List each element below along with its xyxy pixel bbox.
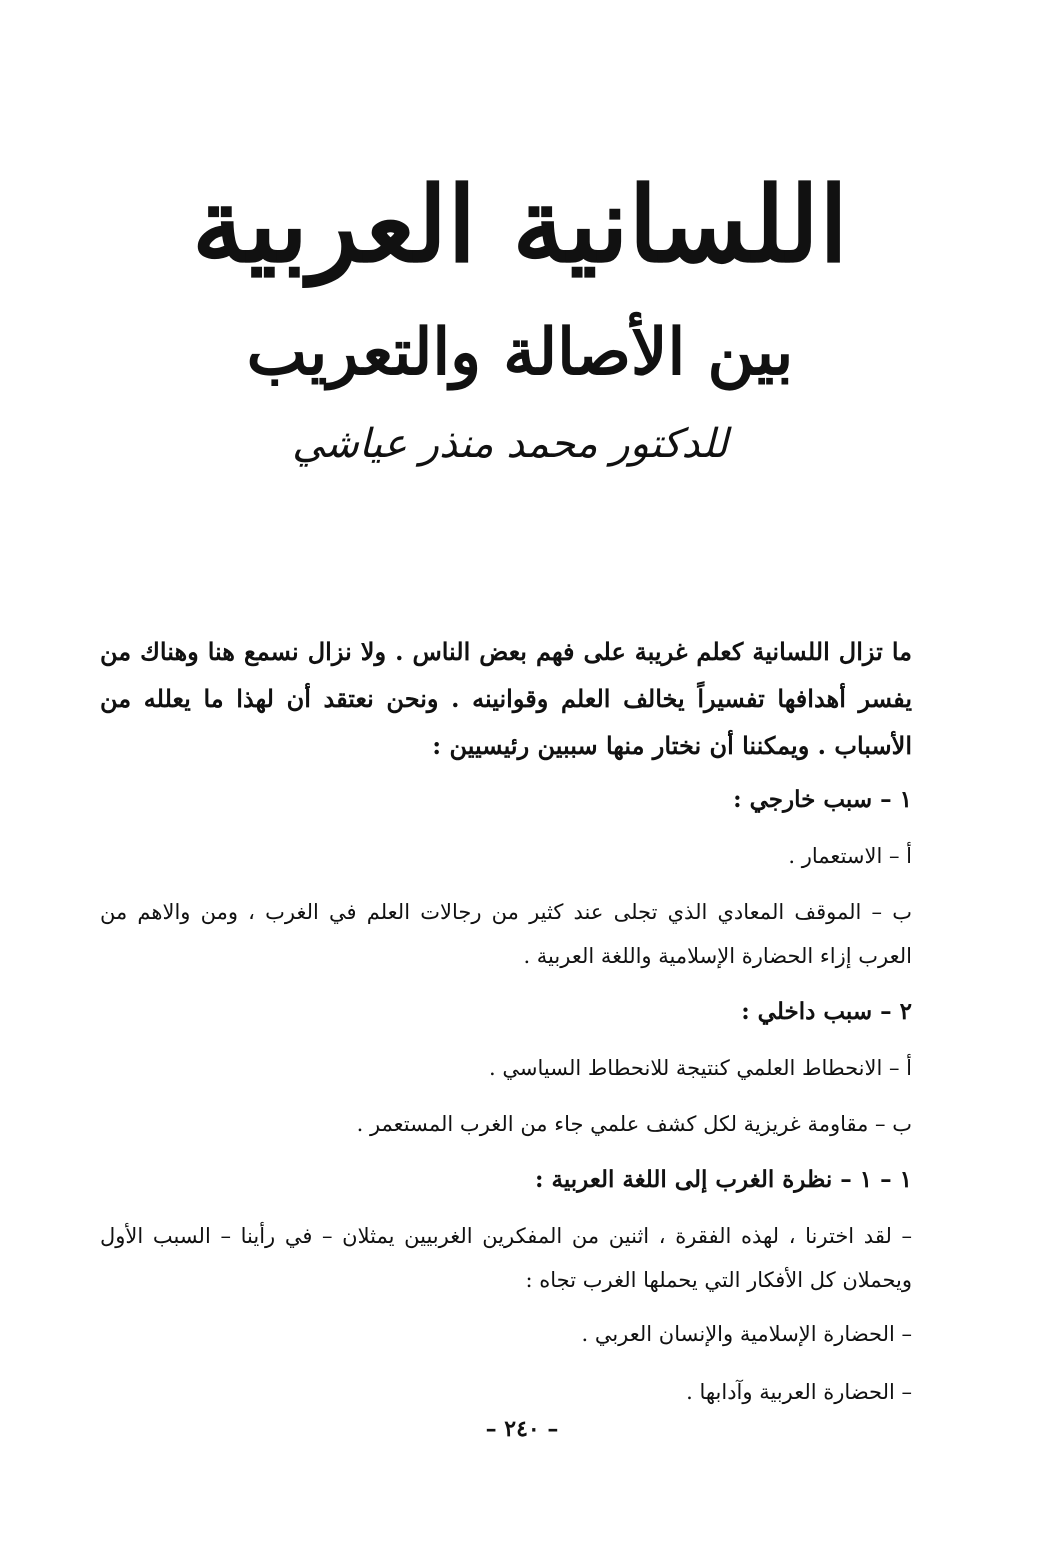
section-heading-west-view: ١ – ١ – نظرة الغرب إلى اللغة العربية : [535, 1166, 912, 1193]
author-signature: للدكتور محمد منذر عياشي [292, 421, 728, 467]
book-subtitle: بين الأصالة والتعريب [246, 315, 794, 390]
book-title: اللسانية العربية [192, 163, 848, 286]
section-heading-external-cause: ١ – سبب خارجي : [733, 786, 912, 813]
section-heading-internal-cause: ٢ – سبب داخلي : [741, 998, 912, 1025]
intro-paragraph: ما تزال اللسانية كعلم غريبة على فهم بعض الناس . ولا نزال نسمع هنا وهناك من يفسر أهدافها تفسيراً يخالف العلم وقوانينه . ونحن نعتقد أن لهذا ما يعلله من الأسباب . ويمكننا أن نختار منها سببين رئيسيين : [100, 637, 912, 760]
dash-list-item: – الحضارة الإسلامية والإنسان العربي . [581, 1322, 912, 1346]
list-item: أ – الاستعمار . [788, 844, 912, 868]
list-item: ب – الموقف المعادي الذي تجلى عند كثير من رجالات العلم في الغرب ، ومن والاهم من العرب إزاء الحضارة الإسلامية واللغة العربية . [100, 900, 912, 968]
list-item: ب – مقاومة غريزية لكل كشف علمي جاء من الغرب المستعمر . [356, 1112, 912, 1136]
body-paragraph: – لقد اخترنا ، لهذه الفقرة ، اثنين من المفكرين الغربيين يمثلان – في رأينا – السبب الأول ويحملان كل الأفكار التي يحملها الغرب تجاه : [100, 1224, 912, 1292]
list-item: أ – الانحطاط العلمي كنتيجة للانحطاط السياسي . [489, 1056, 912, 1080]
article-body [100, 628, 934, 1428]
dash-list-item: – الحضارة العربية وآدابها . [686, 1380, 912, 1404]
page-number: – ٢٤٠ – [485, 1416, 559, 1442]
